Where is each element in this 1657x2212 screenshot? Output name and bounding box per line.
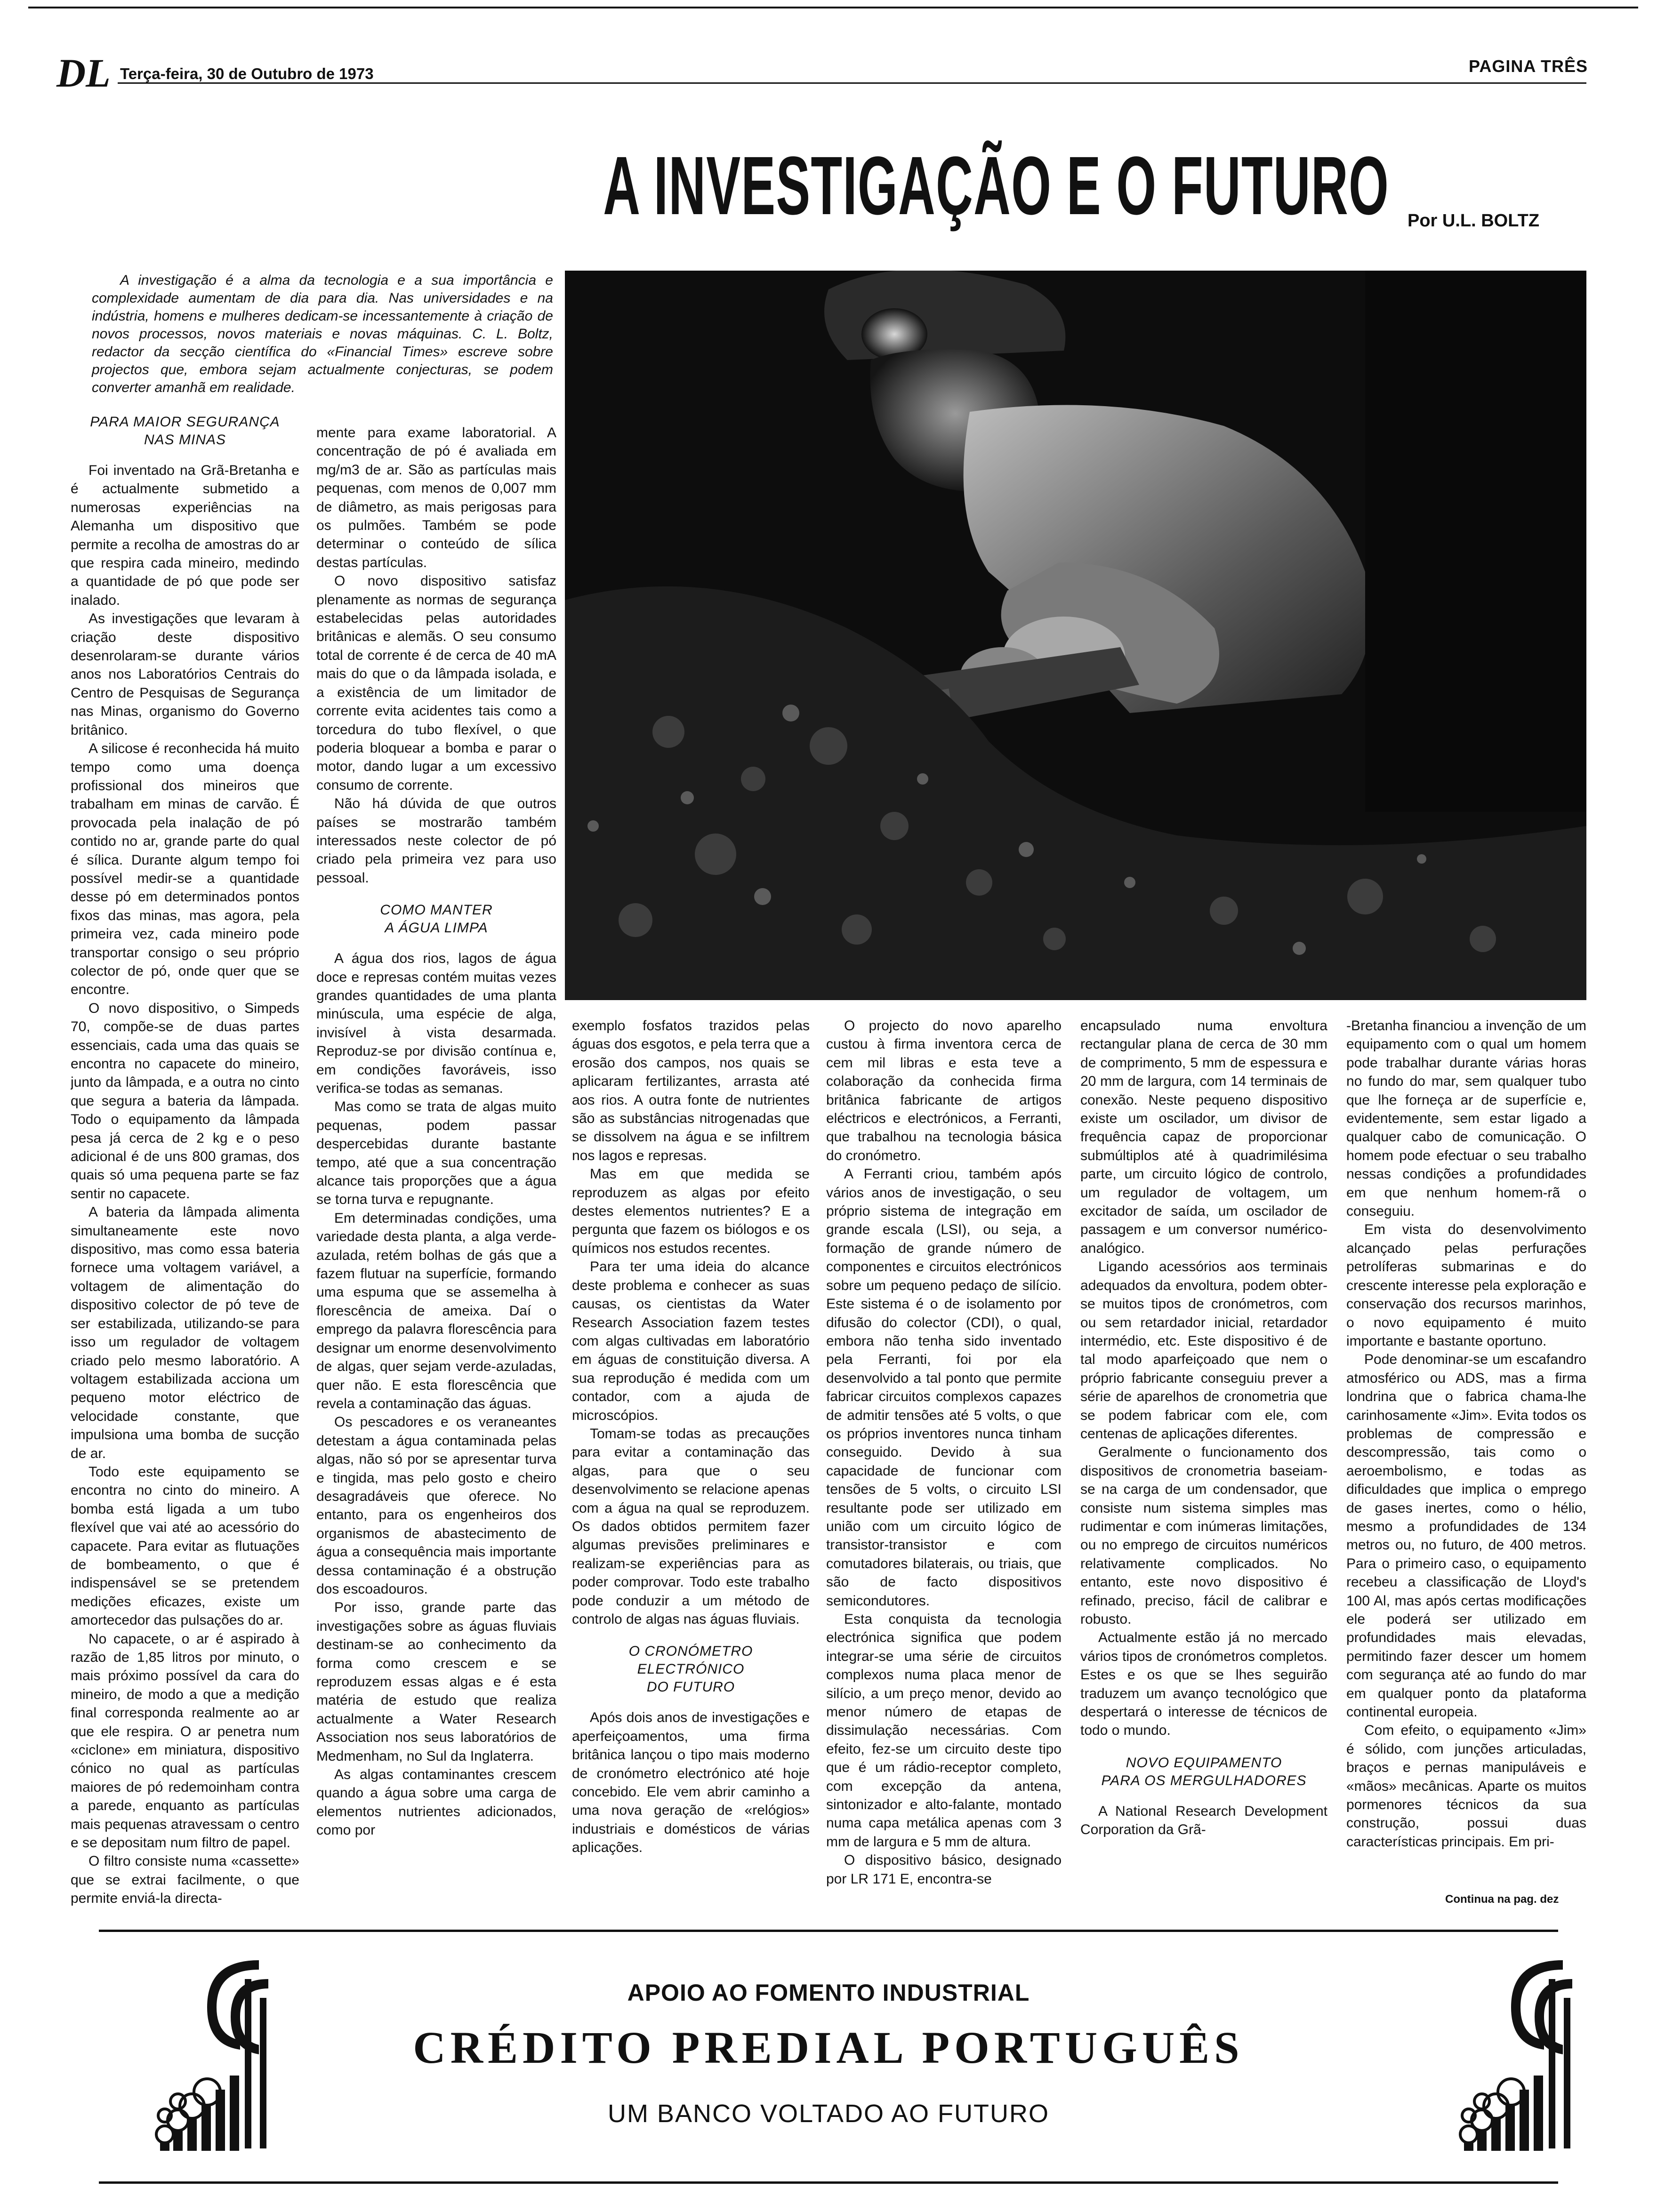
- paragraph: Após dois anos de investigações e aperfeiçoamentos, uma firma britânica lançou o tipo mais moderno de cronómetro electrónico até hoje concebido. Ele vem abrir caminho a uma nova geração de «relógios» industriais e domésticos de várias aplicações.: [572, 1710, 810, 1856]
- ad-bank-name: CRÉDITO PREDIAL PORTUGUÊS: [413, 2022, 1244, 2073]
- paragraph: A silicose é reconhecida há muito tempo como uma doença profissional dos mineiros que trabalham em minas de carvão. É provocada pela inalação de pó contido no ar, grande parte do qual é sílica. Durante algum tempo foi possível medir-se a quantidade desse pó em determinados pontos fixos das minas, mas agora, pela primeira vez, cada mineiro pode transportar consigo o seu próprio colector de pó, onde quer que se encontre.: [71, 741, 299, 998]
- paragraph: Todo este equipamento se encontra no cinto do mineiro. A bomba está ligada a um tubo flexível que vai até ao acessório do capacete. Para evitar as flutuações de bombeamento, o que é indispensável se se pretendem medições eficazes, existe um amortecedor das pulsações do ar.: [71, 1464, 299, 1628]
- paragraph: Geralmente o funcionamento dos dispositivos de cronometria baseiam-se na carga de um condensador, que consiste num sistema simples mas rudimentar e com inúmeras limitações, ou no emprego de circuitos numéricos relativamente complicados. No entanto, este novo dispositivo é refinado, preciso, fácil de calibrar e robusto.: [1080, 1444, 1327, 1627]
- paragraph: Por isso, grande parte das investigações sobre as águas fluviais destinam-se ao conhecimento da forma como crescem e se reproduzem essas algas e é esta matéria de estudo que realiza actualmente a Water Research Association nos seus laboratórios de Medmenham, no Sul da Inglaterra.: [316, 1600, 556, 1764]
- paragraph: O novo dispositivo, o Simpeds 70, compõe-se de duas partes essenciais, cada uma das quais se encontra no capacete do mineiro, junto da lâmpada, e a outra no cinto que segura a bateria da lâmpada. Todo o equipamento da lâmpada pesa já cerca de 2 kg e o peso adicional é de uns 800 gramas, dos quais só uma pequena parte se faz sentir no capacete.: [71, 1000, 299, 1202]
- column-6: [1346, 1017, 1586, 1883]
- paragraph: Em determinadas condições, uma variedade desta planta, a alga verde-azulada, retém bolhas de gás que a fazem flutuar na superfície, formando uma espuma que se assemelha à florescência de ameixa. Daí o emprego da palavra florescência para designar um enorme desenvolvimento de algas, quer sejam verde-azuladas, quer não. E esta florescência que revela a contaminação das águas.: [316, 1210, 556, 1411]
- subheading-line: NAS MINAS: [144, 432, 226, 448]
- paragraph: mente para exame laboratorial. A concentração de pó é avaliada em mg/m3 de ar. São as partículas mais pequenas, com menos de 0,007 mm de diâmetro, as mais perigosas para os pulmões. Também se pode determinar o conteúdo de sílica destas partículas.: [316, 425, 556, 570]
- paragraph: Tomam-se todas as precauções para evitar a contaminação das algas, para que o seu desenvolvimento se relacione apenas com a água na qual se reproduzem. Os dados obtidos permitem fazer algumas previsões preliminares e realizam-se experiências para as poder comprovar. Todo este trabalho pode conduzir a um método de controlo de algas nas águas fluviais.: [572, 1426, 810, 1627]
- paragraph: A National Research Development Corporation da Grã-: [1080, 1803, 1327, 1838]
- paragraph: Não há dúvida de que outros países se mostrarão também interessados neste colector de pó criado pela primeira vez para uso pessoal.: [316, 796, 556, 886]
- paragraph: Esta conquista da tecnologia electrónica significa que podem integrar-se uma série de circuitos complexos numa placa menor de silício, a um preço menor, devido ao menor número de etapas de dissimulação necessárias. Com efeito, fez-se um circuito deste tipo que é um rádio-receptor completo, com excepção da antena, sintonizador e alto-falante, montado numa capa metálica apenas com 3 mm de largura e 5 mm de altura.: [826, 1611, 1062, 1850]
- continued-note: Continua na pag. dez: [1445, 1893, 1559, 1906]
- column-1: [71, 399, 299, 1909]
- paragraph: Os pescadores e os veraneantes detestam a água contaminada pelas algas, não só por se apresentar turva e tingida, mas pelo gosto e cheiro desagradáveis que oferece. No entanto, para os engenheiros dos organismos de abastecimento de água a consequência mais importante dessa contaminação é a obstrução dos escoadouros.: [316, 1414, 556, 1597]
- miner-drilling-image: [565, 271, 1586, 1000]
- page-label: PAGINA TRÊS: [1469, 56, 1588, 76]
- paragraph: O projecto do novo aparelho custou à firma inventora cerca de cem mil libras e esta teve a colaboração da conhecida firma britânica fabricante de artigos eléctricos e electrónicos, a Ferranti, que trabalhou na tecnologia básica do cronómetro.: [826, 1018, 1062, 1163]
- paragraph: A bateria da lâmpada alimenta simultaneamente este novo dispositivo, mas como essa bateria fornece uma voltagem variável, a voltagem de alimentação do dispositivo colector de pó teve de ser estabilizada, utilizando-se para isso um regulador de voltagem criado pelo mesmo laboratório. A voltagem estabilizada acciona um pequeno motor eléctrico de velocidade constante, que impulsiona uma bomba de sucção de ar.: [71, 1204, 299, 1461]
- miner-photo: [565, 271, 1586, 1000]
- subheading-line: A ÁGUA LIMPA: [385, 920, 488, 936]
- subheading-line: ELECTRÓNICO: [637, 1661, 745, 1677]
- paragraph: Foi inventado na Grã-Bretanha e é actualmente submetido a numerosas experiências na Alemanha um dispositivo que permite a recolha de amostras do ar que respira cada mineiro, medindo a quantidade de pó que pode ser inalado.: [71, 463, 299, 608]
- subheading-line: O CRONÓMETRO: [628, 1643, 753, 1659]
- paragraph: No capacete, o ar é aspirado à razão de 1,85 litros por minuto, o mais próximo possível da cara do mineiro, de modo a que a medição final corresponda realmente ao ar que ele respira. O ar penetra num «ciclone» em miniatura, dispositivo cónico no qual as partículas maiores de pó redemoinham contra a parede, enquanto as partículas mais pequenas atravessam o centro e se depositam num filtro de papel.: [71, 1631, 299, 1851]
- byline: Por U.L. BOLTZ: [1408, 211, 1540, 231]
- paragraph: encapsulado numa envoltura rectangular plana de cerca de 30 mm de comprimento, 5 mm de espessura e 20 mm de largura, com 14 terminais de conexão. Neste pequeno dispositivo existe um oscilador, um divisor de frequência capaz de proporcionar submúltiplos até à quadrimilésima parte, um circuito lógico de controlo, um regulador de voltagem, um excitador de saída, um oscilador de passagem e um conversor numérico-analógico.: [1080, 1018, 1327, 1256]
- paragraph: Ligando acessórios aos terminais adequados da envoltura, podem obter-se muitos tipos de cronómetros, com ou sem retardador inicial, retardador intermédio, etc. Este dispositivo é de tal modo aparfeiçoado que nem o próprio fabricante conseguiu prever a série de aparelhos de cronometria que se podem fabricar com ele, com centenas de aplicações diferentes.: [1080, 1259, 1327, 1442]
- newspaper-logo: DL: [56, 50, 111, 96]
- ad-tagline-top: APOIO AO FOMENTO INDUSTRIAL: [627, 1980, 1030, 2006]
- column-3: [572, 1017, 810, 1908]
- bank-advertisement: [99, 1930, 1558, 2184]
- subheading-divers-equipment: [1080, 1754, 1327, 1790]
- subheading-electronic-chronometer: [572, 1643, 810, 1696]
- paragraph: A Ferranti criou, também após vários anos de investigação, o seu próprio sistema de integração em grande escala (LSI), ou seja, a formação de grande número de componentes e circuitos electrónicos sobre um pequeno pedaço de silício. Este sistema é o de isolamento por difusão do colector (CDI), o qual, embora não tenha sido inventado pela Ferranti, foi por ela desenvolvido a tal ponto que permite fabricar circuitos complexos capazes de admitir tensões até 5 volts, o que os próprios inventores nunca tinham conseguido. Devido à sua capacidade de funcionar com tensões de 5 volts, o circuito LSI resultante pode ser utilizado em união com um circuito lógico de transistor-transistor e com comutadores bilaterais, ou triais, que são de facto dispositivos semicondutores.: [826, 1166, 1062, 1609]
- ad-slogan: UM BANCO VOLTADO AO FUTURO: [607, 2100, 1050, 2128]
- paragraph: O dispositivo básico, designado por LR 171 E, encontra-se: [826, 1852, 1062, 1887]
- paragraph: O filtro consiste numa «cassette» que se extrai facilmente, o que permite enviá-la directa-: [71, 1853, 299, 1907]
- subheading-line: NOVO EQUIPAMENTO: [1126, 1755, 1282, 1771]
- paragraph: O novo dispositivo satisfaz plenamente as normas de segurança estabelecidas pelas autoridades britânicas e alemãs. O seu consumo total de corrente é de cerca de 40 mA mais do que o da lâmpada isolada, e a existência de um limitador de corrente evita acidentes tais como a torcedura do tubo flexível, o que poderia bloquear a bomba e parar o motor, dando lugar a um excessivo consumo de corrente.: [316, 573, 556, 793]
- paragraph: A água dos rios, lagos de água doce e represas contém muitas vezes grandes quantidades de uma planta minúscula, uma espécie de alga, invisível à vista desarmada. Reproduz-se por divisão contínua e, em condições favoráveis, isso verifica-se todas as semanas.: [316, 951, 556, 1096]
- top-rule: [28, 7, 1638, 8]
- paragraph: Mas como se trata de algas muito pequenas, podem passar despercebidas durante bastante tempo, até que a sua concentração alcance tais proporções que a água se torna turva e repugnante.: [316, 1099, 556, 1208]
- article-headline: A INVESTIGAÇÃO E O FUTURO: [603, 140, 1390, 232]
- subheading-line: COMO MANTER: [380, 902, 493, 918]
- paragraph: -Bretanha financiou a invenção de um equipamento com o qual um homem pode trabalhar durante várias horas no fundo do mar, sem qualquer tubo que lhe forneça ar de superfície e, evidentemente, sem estar ligado a qualquer cabo de comunicação. O homem pode efectuar o seu trabalho nessas condições a profundidades em que nenhum homem-rã o conseguiu.: [1346, 1018, 1586, 1219]
- article-lead: A investigação é a alma da tecnologia e a sua importância e complexidade aumentam de dia para dia. Nas universidades e na indústria, homens e mulheres dedicam-se incessantemente à criação de novos processos, novos materiais e novas máquinas. C. L. Boltz, redactor da secção científica do «Financial Times» escreve sobre projectos que, embora sejam actualmente conjecturas, se podem converter amanhã em realidade.: [92, 272, 553, 395]
- subheading-line: PARA MAIOR SEGURANÇA: [90, 414, 280, 430]
- paragraph: As algas contaminantes crescem quando a água sobre uma carga de elementos nutrientes adicionados, como por: [316, 1767, 556, 1838]
- subheading-line: DO FUTURO: [646, 1679, 735, 1695]
- paragraph: Mas em que medida se reproduzem as algas por efeito destes elementos nutrientes? E a pergunta que fazem os biólogos e os químicos nos estudos recentes.: [572, 1166, 810, 1256]
- paragraph: Em vista do desenvolvimento alcançado pelas perfurações petrolíferas submarinas e do crescente interesse pela exploração e conservação dos recursos marinhos, o novo equipamento é muito importante e bastante oportuno.: [1346, 1222, 1586, 1349]
- paragraph: As investigações que levaram à criação deste dispositivo desenrolaram-se durante vários anos nos Laboratórios Centrais do Centro de Pesquisas de Segurança nas Minas, organismo do Governo britânico.: [71, 611, 299, 738]
- paragraph: Com efeito, o equipamento «Jim» é sólido, com junções articuladas, braços e pernas manipuláveis e «mãos» mecânicas. Aparte os muitos pormenores técnicos da sua construção, possui duas características principais. Em pri-: [1346, 1723, 1586, 1850]
- subheading-line: PARA OS MERGULHADORES: [1101, 1772, 1307, 1788]
- subheading-mining-safety: [71, 413, 299, 449]
- paragraph: Para ter uma ideia do alcance deste problema e conhecer as suas causas, os cientistas da Water Research Association fazem testes com algas cultivadas em laboratório em águas de constituição diversa. A sua reprodução é medida com um contador, com a ajuda de microscópios.: [572, 1259, 810, 1423]
- column-2: [316, 424, 556, 1906]
- paragraph: Actualmente estão já no mercado vários tipos de cronómetros completos. Estes e os que se lhes seguirão traduzem um avanço tecnológico que despertará o interesse de técnicos de todo o mundo.: [1080, 1630, 1327, 1739]
- masthead-rule: [118, 82, 1586, 84]
- column-4: [826, 1017, 1062, 1908]
- paragraph: Pode denominar-se um escafandro atmosférico ou ADS, mas a firma londrina que o fabrica chama-lhe carinhosamente «Jim». Evita todos os problemas de compressão e descompressão, tais como o aeroembolismo, e todas as dificuldades que implica o emprego de gases inertes, como o hélio, mesmo a profundidades de 134 metros ou, no futuro, de 400 metros. Para o primeiro caso, o equipamento recebeu a classificação de Lloyd's 100 Al, mas após certas modificações ele poderá ser utilizado em profundidades mais elevadas, permitindo fazer descer um homem com segurança até ao fundo do mar em qualquer ponto da plataforma continental europeia.: [1346, 1352, 1586, 1720]
- subheading-clean-water: [316, 901, 556, 937]
- issue-date: Terça-feira, 30 de Outubro de 1973: [120, 65, 374, 82]
- column-5: [1080, 1017, 1327, 1908]
- paragraph: exemplo fosfatos trazidos pelas águas dos esgotos, e pela terra que a erosão dos campos, nos quais se aplicaram fertilizantes, arrasta até aos rios. A outra fonte de nutrientes são as substâncias nitrogenadas que se dissolvem na água e se infiltrem nos lagos e represas.: [572, 1018, 810, 1163]
